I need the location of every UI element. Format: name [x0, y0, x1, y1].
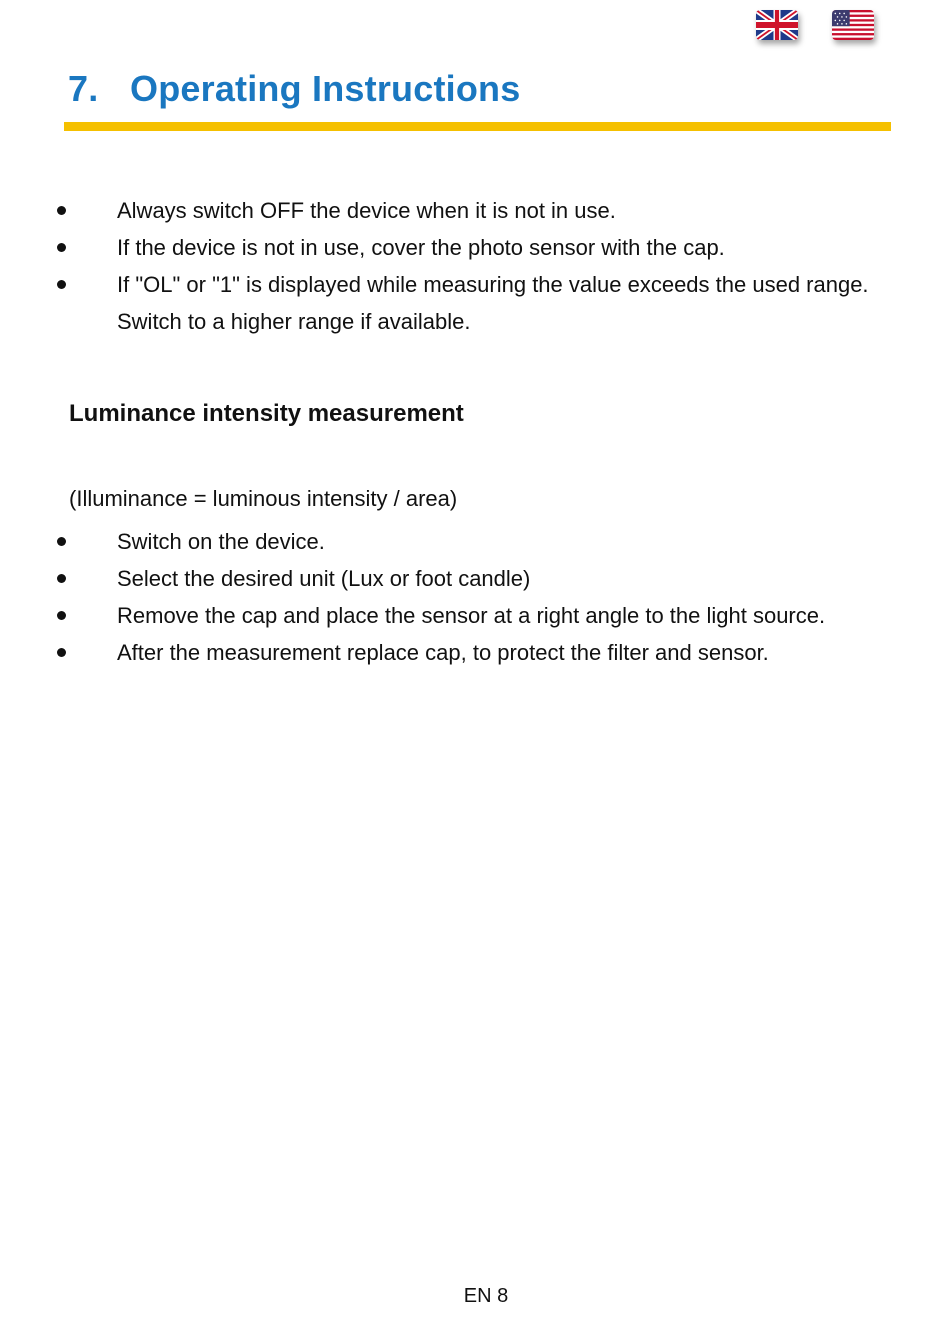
- illuminance-formula: (Illuminance = luminous intensity / area): [69, 486, 458, 511]
- section-title: [68, 68, 520, 110]
- us-flag-icon[interactable]: [832, 10, 874, 40]
- language-flags: [756, 10, 874, 40]
- section-number: 7.: [68, 68, 99, 109]
- page-number: EN 8: [463, 1285, 509, 1307]
- list-item: If "OL" or "1" is displayed while measuring the value exceeds the used range. Switch to a higher range if available.: [0, 266, 877, 340]
- general-notes-list: [0, 192, 877, 340]
- list-item: After the measurement replace cap, to protect the filter and sensor.: [0, 634, 877, 671]
- list-item: Select the desired unit (Lux or foot candle): [0, 560, 877, 597]
- title-underline: [64, 122, 891, 131]
- list-item: Always switch OFF the device when it is not in use.: [0, 192, 877, 229]
- uk-flag-icon[interactable]: [756, 10, 798, 40]
- list-item: Remove the cap and place the sensor at a right angle to the light source.: [0, 597, 877, 634]
- subsection-heading: Luminance intensity measurement: [69, 400, 464, 427]
- list-item: Switch on the device.: [0, 523, 877, 560]
- measurement-steps-list: [0, 523, 877, 671]
- list-item: If the device is not in use, cover the photo sensor with the cap.: [0, 229, 877, 266]
- section-title-text: Operating Instructions: [130, 68, 521, 109]
